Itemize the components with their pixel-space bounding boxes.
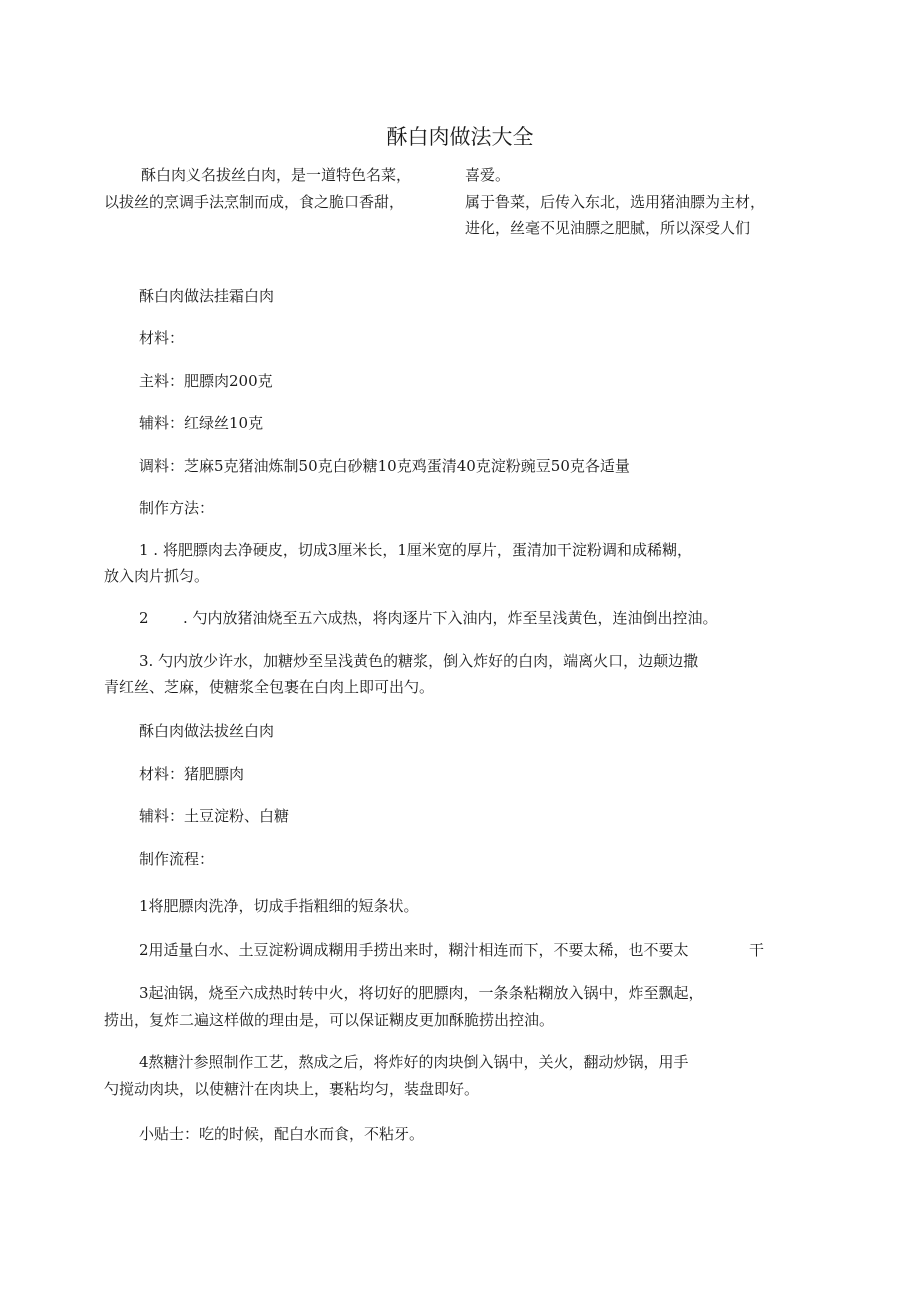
intro-left-line-2: 以拔丝的烹调手法烹制而成，食之脆口香甜， [104, 193, 405, 211]
section1-step2-number: 2 [139, 609, 149, 627]
intro-right-line-3: 进化，丝毫不见油膘之肥腻，所以深受人们 [465, 219, 751, 237]
section1-materials-label: 材料： [139, 329, 185, 347]
section2-step3-line1: 3起油锅，烧至六成热时转中火，将切好的肥膘肉，一条条粘糊放入锅中，炸至飘起， [139, 984, 704, 1002]
section2-process-label: 制作流程： [139, 850, 215, 868]
section1-method-label: 制作方法： [139, 499, 215, 517]
section2-step1: 1将肥膘肉洗净，切成手指粗细的短条状。 [139, 897, 419, 915]
section1-step1-line2: 放入肉片抓匀。 [104, 567, 210, 585]
section2-step2-end: 干 [749, 941, 765, 959]
section2-tip: 小贴士：吃的时候，配白水而食，不粘牙。 [139, 1125, 425, 1143]
intro-right-line-2: 属于鲁菜，后传入东北，选用猪油膘为主材， [465, 193, 766, 211]
section2-step4-line2: 勺搅动肉块，以使糖汁在肉块上，裹粘均匀，装盘即好。 [104, 1080, 480, 1098]
section1-step3-line2: 青红丝、芝麻，使糖浆全包裹在白肉上即可出勺。 [104, 678, 435, 696]
section1-aux-ingredient: 辅料：红绿丝10克 [139, 414, 264, 432]
page-title: 酥白肉做法大全 [386, 125, 534, 149]
section2-step4-line1: 4熬糖汁参照制作工艺，熬成之后，将炸好的肉块倒入锅中，关火，翻动炒锅，用手 [139, 1053, 689, 1071]
section1-step1-line1: 1 . 将肥膘肉去净硬皮，切成3厘米长，1厘米宽的厚片，蛋清加干淀粉调和成稀糊， [139, 541, 692, 559]
section2-step3-line2: 捞出，复炸二遍这样做的理由是，可以保证糊皮更加酥脆捞出控油。 [104, 1011, 555, 1029]
intro-right-line-1: 喜爱。 [465, 166, 511, 184]
section1-step3-line1: 3. 勺内放少许水，加糖炒至呈浅黄色的糖浆，倒入炸好的白肉，端离火口，边颠边撒 [139, 652, 699, 670]
section1-seasoning: 调料：芝麻5克猪油炼制50克白砂糖10克鸡蛋清40克淀粉豌豆50克各适量 [139, 457, 630, 475]
section1-step2-text: . 勺内放猪油烧至五六成热，将肉逐片下入油内，炸至呈浅黄色，连油倒出控油。 [183, 609, 718, 627]
section1-heading: 酥白肉做法挂霜白肉 [139, 287, 275, 305]
section1-main-ingredient: 主料：肥膘肉200克 [139, 372, 273, 390]
section2-aux: 辅料：土豆淀粉、白糖 [139, 807, 290, 825]
intro-left-line-1: 酥白肉义名拔丝白肉，是一道特色名菜， [141, 166, 412, 184]
section2-materials: 材料：猪肥膘肉 [139, 765, 245, 783]
section2-heading: 酥白肉做法拔丝白肉 [139, 722, 275, 740]
section2-step2-text: 2用适量白水、土豆淀粉调成糊用手捞出来时，糊汁相连而下，不要太稀，也不要太 [139, 941, 689, 959]
